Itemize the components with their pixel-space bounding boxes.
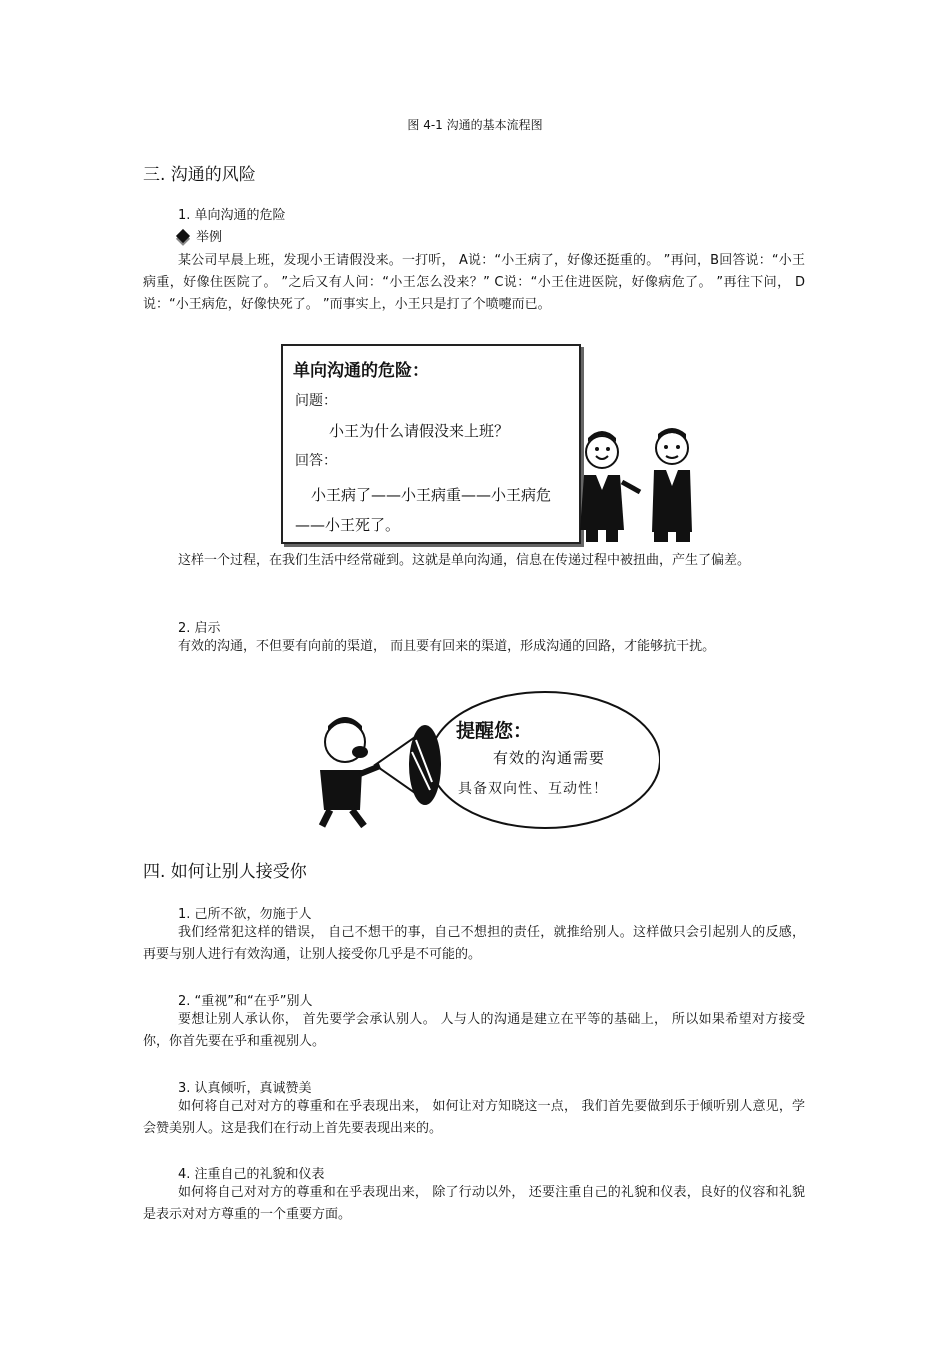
section4-heading: 四. 如何让别人接受你 — [143, 862, 307, 882]
item-title: 3. 认真倾听，真诚赞美 — [178, 1081, 312, 1096]
one-way-explanation: 这样一个过程，在我们生活中经常碰到。这就是单向沟通，信息在传递过程中被扭曲，产生了偏差。 — [178, 553, 751, 568]
item-title: 1. 己所不欲，勿施于人 — [178, 907, 312, 922]
answer-label: 回答： — [295, 453, 337, 469]
item-text: 我们经常犯这样的错误， 自己不想干的事，自己不想担的责任，就推给别人。这样做只会引起别人的反感，再要与别人进行有效沟通，让别人接受你几乎是不可能的。 — [143, 925, 805, 962]
section3-heading: 三. 沟通的风险 — [143, 165, 256, 185]
reminder-title: 提醒您： — [456, 720, 533, 742]
example-label: 举例 — [196, 230, 223, 245]
diamond-bullet-icon — [176, 228, 190, 242]
answer-text: 小王病了——小王病重——小王病危——小王死了。 — [295, 486, 552, 534]
two-men-talking-illustration — [562, 420, 712, 545]
panel-title: 单向沟通的危险： — [293, 361, 429, 381]
one-way-risk-panel — [281, 344, 581, 544]
item-text: 要想让别人承认你， 首先要学会承认别人。 人与人的沟通是建立在平等的基础上， 所以如果希望对方接受你，你首先要在乎和重视别人。 — [143, 1012, 805, 1049]
reminder-line-2: 具备双向性、互动性！ — [458, 781, 608, 797]
subheading-insight: 2. 启示 — [178, 621, 221, 636]
reminder-line-1: 有效的沟通需要 — [493, 749, 606, 767]
megaphone-reminder-illustration — [300, 690, 660, 830]
question-text: 小王为什么请假没来上班？ — [329, 422, 510, 440]
subheading-one-way-risk: 1. 单向沟通的危险 — [178, 208, 286, 223]
item-title: 2. “重视”和“在乎”别人 — [178, 994, 313, 1009]
figure-caption: 图 4-1 沟通的基本流程图 — [407, 118, 543, 132]
insight-paragraph: 有效的沟通，不但要有向前的渠道， 而且要有回来的渠道，形成沟通的回路，才能够抗干扰。 — [178, 639, 716, 654]
item-text: 如何将自己对对方的尊重和在乎表现出来， 如何让对方知晓这一点， 我们首先要做到乐于倾听别人意见，学会赞美别人。这是我们在行动上首先要表现出来的。 — [143, 1099, 805, 1136]
item-title: 4. 注重自己的礼貌和仪表 — [178, 1167, 325, 1182]
question-label: 问题： — [295, 393, 337, 409]
example-paragraph: 某公司早晨上班，发现小王请假没来。一打听， A说：“小王病了，好像还挺重的。 ”再问，B回答说：“小王病重，好像住医院了。 ”之后又有人问：“小王怎么没来？” C说：“小王住进医院，好像病危了。 ”再往下问， D说：“小王病危，好像快死了。 ”而事实上，小王只是打了个喷嚏而已。 — [143, 253, 805, 312]
example-bullet — [175, 226, 222, 245]
item-text: 如何将自己对对方的尊重和在乎表现出来， 除了行动以外， 还要注重自己的礼貌和仪表，良好的仪容和礼貌是表示对对方尊重的一个重要方面。 — [143, 1185, 805, 1222]
